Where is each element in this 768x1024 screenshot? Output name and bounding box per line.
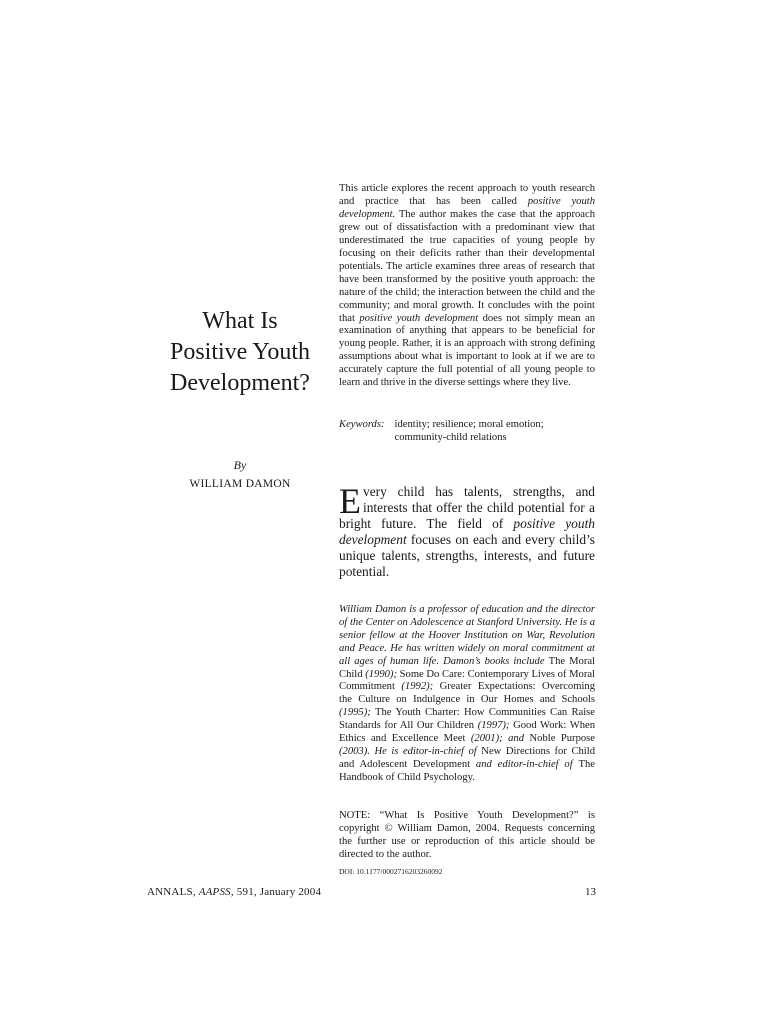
page-number: 13	[585, 886, 596, 898]
keywords-text: identity; resilience; moral emotion; community-child relations	[394, 419, 544, 443]
bio-book-title: Good Work: When Ethics and Excellence Meet	[339, 720, 595, 745]
title-line-3: Development?	[170, 370, 310, 396]
bio-book-title: New Directions for Child and Adolescent Development	[339, 745, 595, 770]
bio-book-title: The Handbook of Child Psychology.	[339, 758, 595, 783]
byline-by: By	[233, 458, 247, 472]
bio-book-title: Greater Expectations: Overcoming the Culture on Indulgence in Our Homes and Schools	[339, 681, 595, 706]
bio-book-title: Some Do Care: Contemporary Lives of Moral Commitment	[339, 668, 595, 693]
lead-text-1: very child has talents, strengths, and interests that offer the child potential for a bright future. The field of	[339, 484, 595, 532]
abstract-text-2: The author makes the case that the approach grew out of dissatisfaction with a predominant view that underestimated the true capacities of young people by focusing on their deficits rather than their developmental potentials. The article examines three areas of research that have been transformed by the positive youth approach: the nature of the child; the interaction between the child and the community; and moral growth. It concludes with the point that	[339, 208, 595, 324]
journal-prefix: ANNALS,	[147, 886, 199, 898]
lead-emphasis: positive youth development	[339, 516, 595, 548]
journal-citation	[147, 886, 321, 898]
keywords-label: Keywords:	[339, 419, 385, 430]
bio-text: (1990);	[362, 668, 400, 680]
abstract	[339, 183, 595, 390]
keywords	[339, 418, 595, 444]
bio-text: and editor-in-chief of	[470, 758, 579, 770]
title-line-2: Positive Youth	[169, 339, 311, 365]
bio-text: (1995);	[339, 707, 376, 719]
lead-text-2: focuses on each and every child’s unique talents, strengths, interests, and future potential.	[339, 532, 595, 580]
drop-cap: E	[339, 481, 361, 521]
journal-abbrev: AAPSS	[198, 886, 231, 898]
lead-paragraph	[339, 481, 595, 581]
bio-text: (2001); and	[465, 733, 530, 745]
abstract-text-3: does not simply mean an examination of anything that appears to be beneficial for young people. Rather, it is an approach with strong defining assumptions about what is important to look at if we are to accurately capture the full potential of all young people to learn and thrive in the diverse settings where they live.	[339, 312, 595, 389]
copyright-note: NOTE: “What Is Positive Youth Development?” is copyright © William Damon, 2004. Requests concerning the further use or reproduction of this article should be directed to the author.	[339, 810, 595, 860]
bio-text: (1992);	[394, 681, 440, 693]
byline-author: WILLIAM DAMON	[189, 478, 291, 490]
journal-suffix: , 591, January 2004	[230, 886, 322, 898]
abstract-text-1: This article explores the recent approach to youth research and practice that has been called	[339, 183, 595, 207]
bio-text: William Damon is a professor of education and the director of the Center on Adolescence at Stanford University. He is a senior fellow at the Hoover Institution on War, Revolution and Peace. He has written widely on moral commitment at all ages of human life. Damon’s books include	[339, 604, 595, 667]
abstract-emphasis-1: positive youth development.	[339, 195, 596, 220]
bio-book-title: The Moral Child	[339, 655, 595, 680]
article-title	[150, 306, 330, 399]
title-line-1: What Is	[202, 308, 278, 334]
author-bio	[339, 604, 595, 785]
bio-book-title: Noble Purpose	[529, 733, 595, 745]
bio-text: (2003). He is editor-in-chief of	[339, 745, 482, 757]
bio-book-title: The Youth Charter: How Communities Can Raise Standards for All Our Children	[339, 707, 596, 732]
abstract-emphasis-2: positive youth development	[359, 312, 479, 324]
doi: DOI: 10.1177/0002716203260092	[339, 867, 443, 876]
bio-text: (1997);	[474, 720, 514, 732]
